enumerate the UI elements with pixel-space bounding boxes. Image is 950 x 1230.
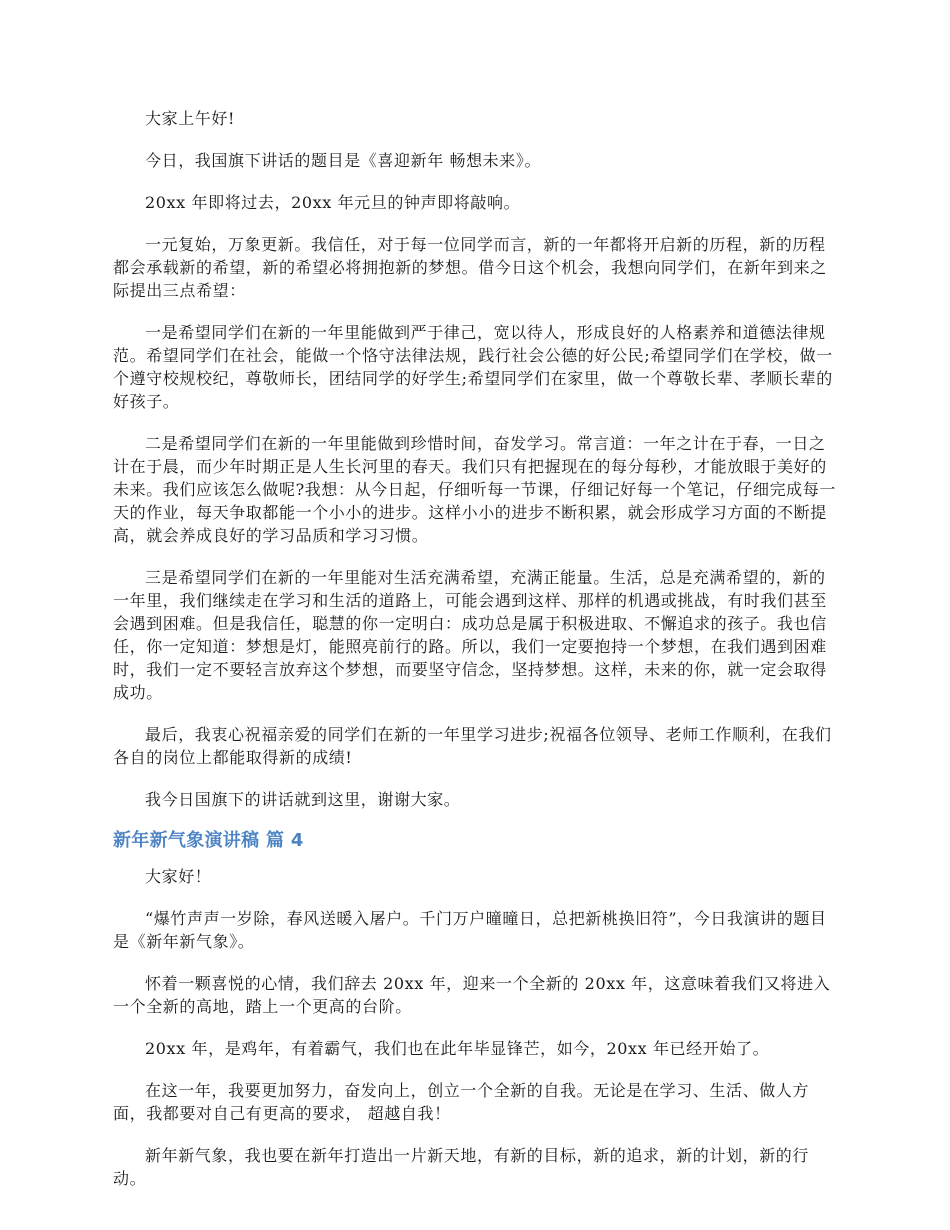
intro-paragraph: 一元复始，万象更新。我信任，对于每一位同学而言，新的一年都将开启新的历程，新的历程都会承载新的希望，新的希望必将拥抱新的梦想。借今日这个机会，我想向同学们，在新年到来之际提出三点希望：	[113, 235, 827, 300]
document-body	[113, 107, 840, 1209]
hope-three-paragraph: 三是希望同学们在新的一年里能对生活充满希望，充满正能量。生活，总是充满希望的，新的一年里，我们继续走在学习和生活的道路上，可能会遇到这样、那样的机遇或挑战，有时我们甚至会遇到困难。但是我信任，聪慧的你一定明白：成功总是属于积极进取、不懈追求的孩子。我也信任，你一定知道：梦想是灯，能照亮前行的路。所以，我们一定要抱持一个梦想，在我们遇到困难时，我们一定不要轻言放弃这个梦想，而要坚守信念，坚持梦想。这样，未来的你，就一定会取得成功。	[113, 568, 827, 702]
closing-paragraph: 我今日国旗下的讲话就到这里，谢谢大家。	[145, 790, 461, 809]
hope-two-paragraph: 二是希望同学们在新的一年里能做到珍惜时间，奋发学习。常言道：一年之计在于春，一日之计在于晨，而少年时期正是人生长河里的春天。我们只有把握现在的每分每秒，才能放眼于美好的未来。我们应该怎么做呢?我想：从今日起，仔细听每一节课，仔细记好每一个笔记，仔细完成每一天的作业，每天争取都能一个小小的进步。这样小小的进步不断积累，就会形成学习方面的不断提高，就会养成良好的学习品质和学习习惯。	[113, 434, 836, 545]
blessing-paragraph: 最后，我衷心祝福亲爱的同学们在新的一年里学习进步;祝福各位领导、老师工作顺利，在我们各自的岗位上都能取得新的成绩!	[113, 725, 832, 767]
year-paragraph: 20xx 年，是鸡年，有着霸气，我们也在此年毕显锋芒，如今，20xx 年已经开始了。	[145, 1039, 770, 1058]
topic-paragraph: 今日，我国旗下讲话的题目是《喜迎新年 畅想未来》。	[145, 151, 542, 170]
poem-paragraph: “爆竹声声一岁除，春风送暖入屠户。千门万户曈曈日，总把新桃换旧符”，今日我演讲的题目是《新年新气象》。	[113, 909, 827, 951]
farewell-paragraph: 怀着一颗喜悦的心情，我们辞去 20xx 年，迎来一个全新的 20xx 年，这意味着我们又将进入一个全新的高地，踏上一个更高的台阶。	[113, 974, 831, 1016]
effort-paragraph: 在这一年，我要更加努力，奋发向上，创立一个全新的自我。无论是在学习、生活、做人方面，我都要对自己有更高的要求， 超越自我！	[113, 1081, 810, 1123]
new-look-paragraph: 新年新气象，我也要在新年打造出一片新天地，有新的目标，新的追求，新的计划，新的行动。	[113, 1146, 810, 1188]
section-heading: 新年新气象演讲稿 篇 4	[113, 830, 304, 851]
new-year-paragraph: 20xx 年即将过去，20xx 年元旦的钟声即将敲响。	[145, 193, 521, 212]
greeting-paragraph: 大家上午好!	[145, 109, 236, 128]
greeting-paragraph: 大家好！	[145, 867, 212, 886]
hope-one-paragraph: 一是希望同学们在新的一年里能做到严于律己，宽以待人，形成良好的人格素养和道德法律规范。希望同学们在社会，能做一个恪守法律法规，践行社会公德的好公民;希望同学们在学校，做一个遵守校规校纪，尊敬师长，团结同学的好学生;希望同学们在家里，做一个尊敬长辈、孝顺长辈的好孩子。	[113, 323, 833, 411]
